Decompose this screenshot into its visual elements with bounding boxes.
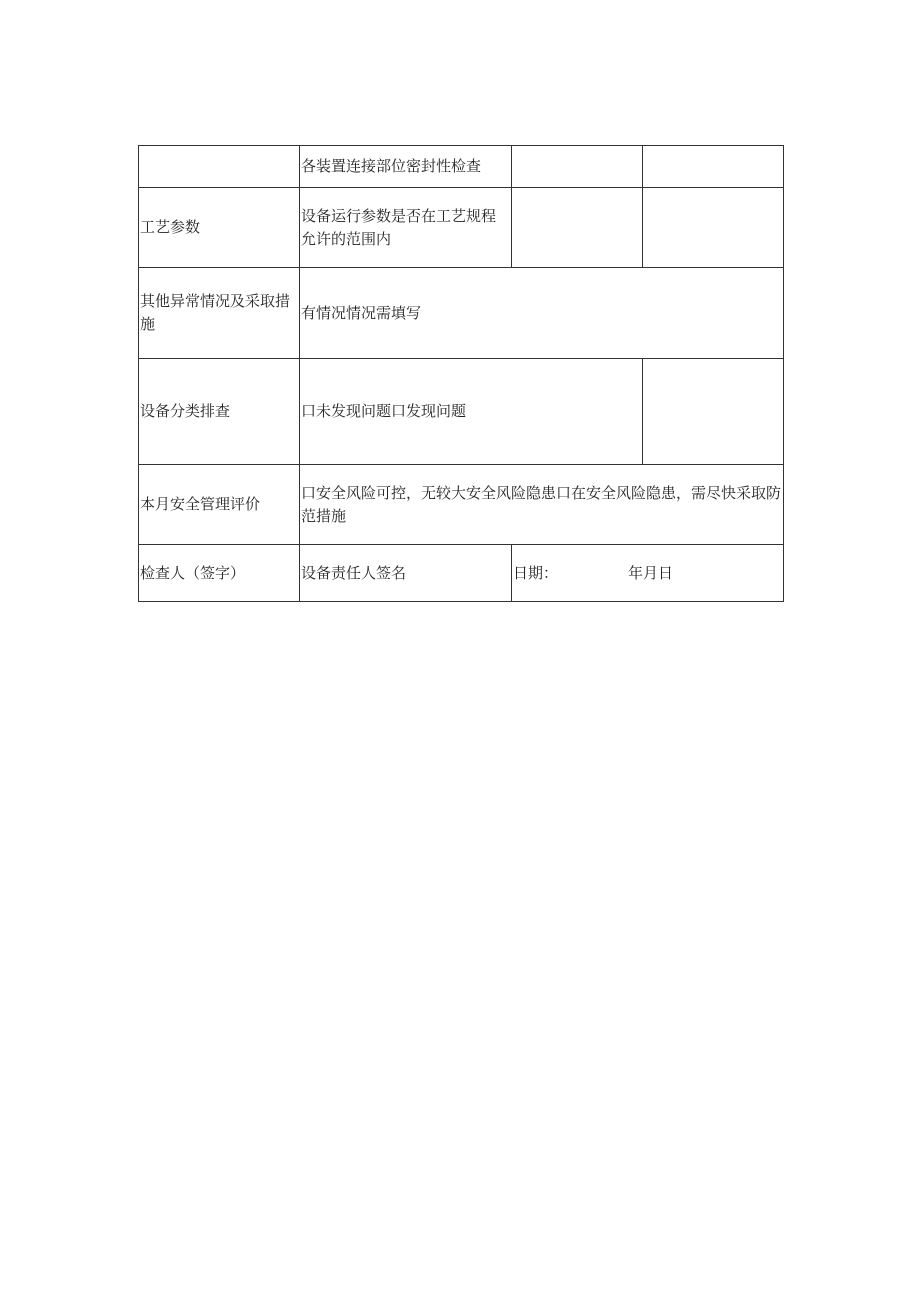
row-process-parameters xyxy=(139,188,784,268)
check-remark-cell[interactable] xyxy=(643,146,784,188)
responsible-signature-cell[interactable]: 设备责任人签名 xyxy=(300,545,512,602)
check-result-cell[interactable] xyxy=(512,188,643,268)
check-remark-cell[interactable] xyxy=(643,188,784,268)
check-result-cell[interactable] xyxy=(512,146,643,188)
row-label-cell: 设备分类排查 xyxy=(139,359,300,465)
inspection-form-sheet xyxy=(138,145,783,604)
classification-extra-cell[interactable] xyxy=(643,359,784,465)
row-label-cell xyxy=(139,146,300,188)
row-label-cell: 其他异常情况及采取措施 xyxy=(139,268,300,359)
row-other-abnormal xyxy=(139,268,784,359)
row-seal-check xyxy=(139,146,784,188)
classification-options-cell[interactable]: 口未发现问题口发现问题 xyxy=(300,359,643,465)
inspector-signature-cell[interactable]: 检查人（签字） xyxy=(139,545,300,602)
row-label-cell: 本月安全管理评价 xyxy=(139,465,300,545)
row-signature xyxy=(139,545,784,602)
date-label: 日期： xyxy=(513,563,559,582)
check-item-cell: 设备运行参数是否在工艺规程允许的范围内 xyxy=(300,188,512,268)
inspection-form-table xyxy=(138,145,784,602)
abnormal-note-cell[interactable]: 有情况情况需填写 xyxy=(300,268,784,359)
row-monthly-safety-evaluation xyxy=(139,465,784,545)
evaluation-options-cell[interactable]: 口安全风险可控，无较大安全风险隐患口在安全风险隐患，需尽快采取防范措施 xyxy=(300,465,784,545)
date-cell[interactable] xyxy=(512,545,784,602)
row-label-cell: 工艺参数 xyxy=(139,188,300,268)
date-format: 年月日 xyxy=(628,563,674,582)
check-item-cell: 各装置连接部位密封性检查 xyxy=(300,146,512,188)
row-equipment-classification xyxy=(139,359,784,465)
